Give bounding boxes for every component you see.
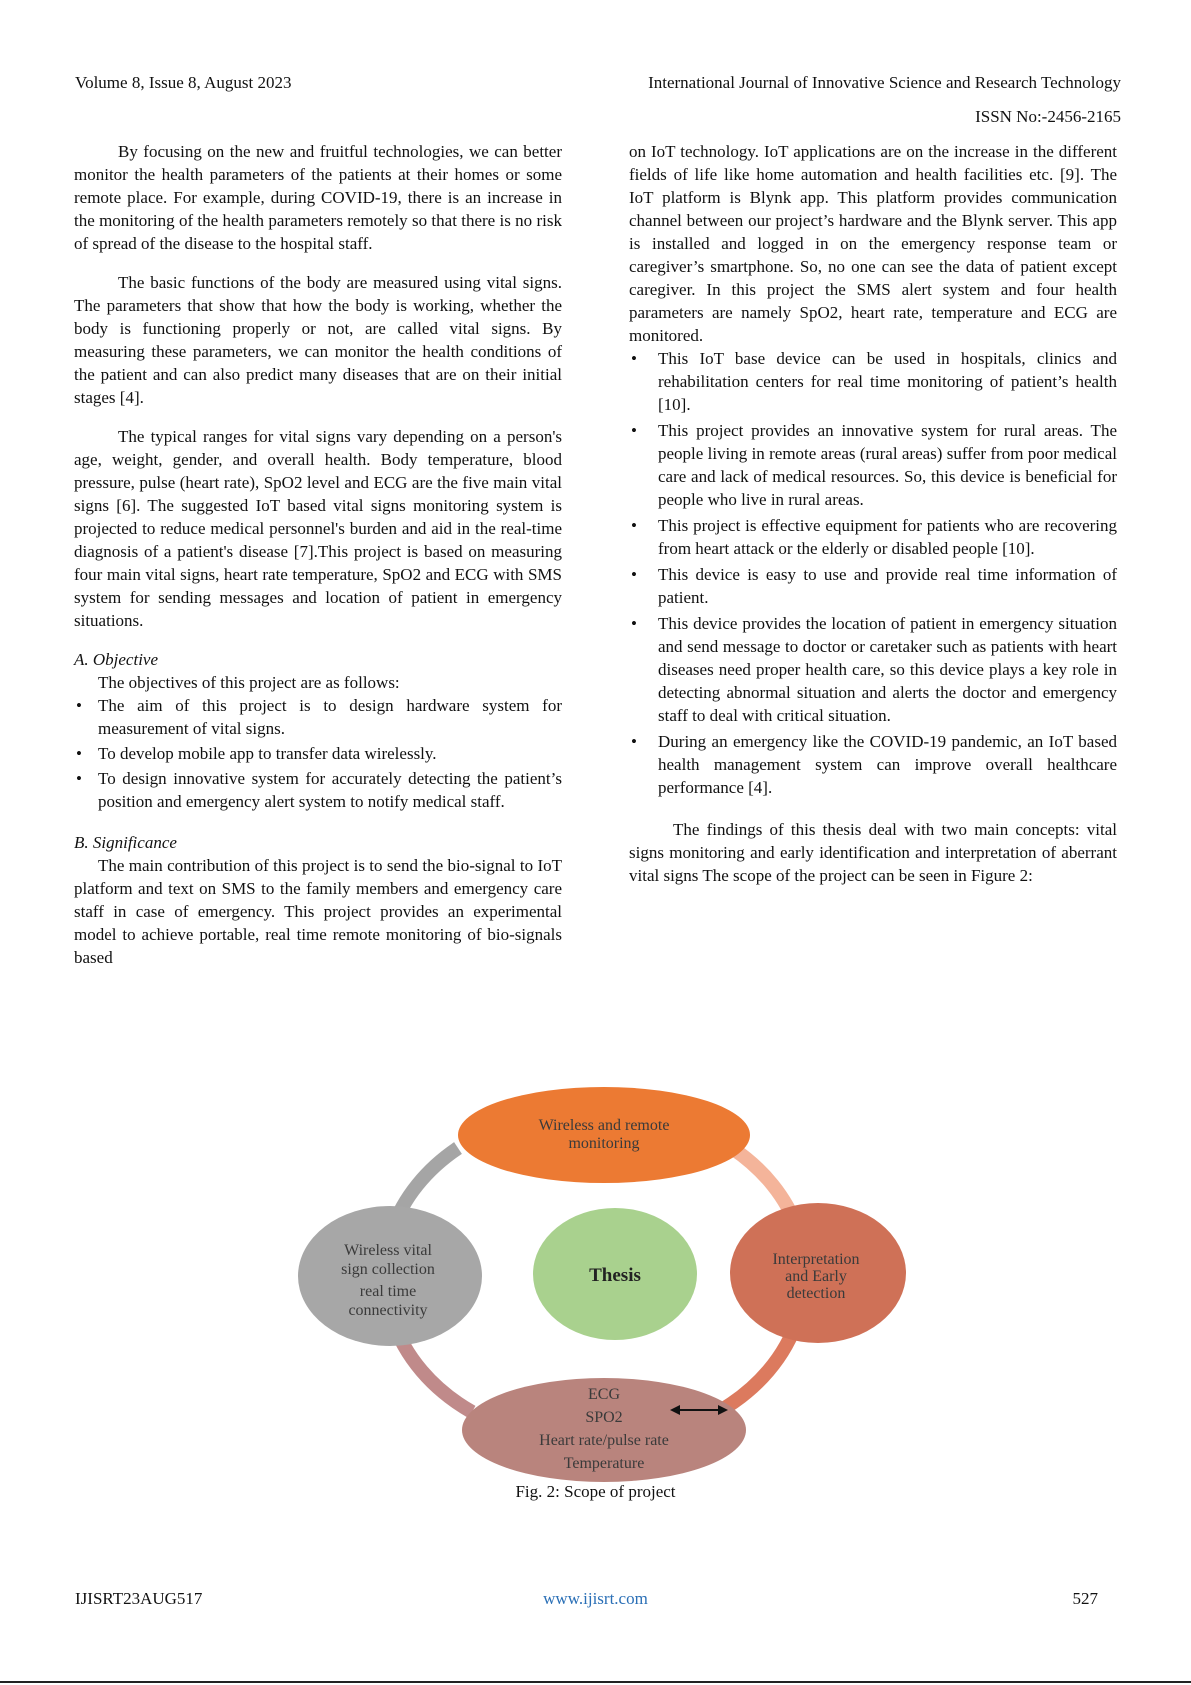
page-bottom-rule (0, 1681, 1191, 1683)
right-column (629, 140, 1117, 887)
top-node-line-2: monitoring (568, 1135, 640, 1152)
paragraph-remote-monitoring: By focusing on the new and fruitful technologies, we can better monitor the health parameters of the patients at their homes or some remote place. For example, during COVID-19, there is an increase in the monitoring of the health parameters remotely so that there is no risk of spread of the disease to the hospital staff. (74, 142, 562, 253)
bullet-icon: • (631, 732, 637, 751)
volume-info: Volume 8, Issue 8, August 2023 (75, 73, 292, 92)
center-node-label: Thesis (589, 1265, 641, 1286)
paragraph-iot-technology: on IoT technology. IoT applications are on the increase in the different fields of life like home automation and health facilities etc. [9]. The IoT platform is Blynk app. This platform provides communication channel between our project’s hardware and the Blynk server. This app is installed and logged in on the emergency response team or caregiver’s smartphone. So, no one can see the data of patient except caregiver. In this project the SMS alert system and four health parameters are namely SpO2, heart rate, temperature and ECG are monitored. (629, 142, 1117, 345)
right-node-line-1: Interpretation (772, 1251, 860, 1268)
left-node-line-1: Wireless vital (344, 1242, 432, 1259)
list-item: • The aim of this project is to design hardware system for measurement of vital signs. (76, 696, 562, 738)
bottom-node-line-3: Heart rate/pulse rate (539, 1432, 669, 1449)
page-number: 527 (1072, 1589, 1098, 1608)
paper-id: IJISRT23AUG517 (75, 1589, 203, 1608)
list-item: • To design innovative system for accurately detecting the patient’s position and emergency alert system to notify medical staff. (76, 769, 562, 811)
left-node-line-4: connectivity (348, 1302, 428, 1319)
list-item: • This project is effective equipment for patients who are recovering from heart attack or the elderly or disabled people [10]. (631, 516, 1117, 558)
list-item: • This project provides an innovative system for rural areas. The people living in remote areas (rural areas) suffer from poor medical care and lack of medical resources. So, this device is beneficial for people who live in rural areas. (631, 421, 1117, 509)
left-node-line-2: sign collection (341, 1261, 435, 1278)
paragraph-vital-signs: The basic functions of the body are measured using vital signs. The parameters that show that how the body is working, whether the body is functioning properly or not, are called vital signs. By measuring these parameters, we can monitor the health conditions of the patient and can also predict many diseases that are on their initial stages [4]. (74, 273, 562, 407)
bullet-icon: • (631, 516, 637, 535)
journal-title: International Journal of Innovative Science and Research Technology (648, 73, 1121, 92)
list-item: • This device is easy to use and provide real time information of patient. (631, 565, 1117, 607)
left-column (74, 140, 562, 969)
bullet-icon: • (76, 769, 82, 788)
benefits-list (629, 347, 1117, 799)
section-heading-significance: B. Significance (74, 833, 177, 852)
list-item: • This IoT base device can be used in hospitals, clinics and rehabilitation centers for real time monitoring of patient’s health [10]. (631, 349, 1117, 414)
left-node-line-3: real time (359, 1283, 417, 1300)
figure-scope-diagram (270, 1078, 920, 1498)
paragraph-findings: The findings of this thesis deal with two main concepts: vital signs monitoring and early identification and interpretation of aberrant vital signs The scope of the project can be seen in Figure 2: (629, 820, 1117, 885)
figure-caption: Fig. 2: Scope of project (515, 1482, 676, 1501)
bullet-icon: • (76, 744, 82, 763)
top-node-line-1: Wireless and remote (538, 1117, 670, 1134)
bullet-icon: • (631, 421, 637, 440)
bullet-icon: • (631, 565, 637, 584)
bottom-node-line-1: ECG (588, 1386, 620, 1403)
bullet-icon: • (76, 696, 82, 715)
bottom-node-line-4: Temperature (563, 1455, 645, 1472)
right-node-line-2: and Early (785, 1268, 847, 1285)
paragraph-significance: The main contribution of this project is to send the bio-signal to IoT platform and text on SMS to the family members and emergency care staff in case of emergency. This project provides an experimental model to achieve portable, real time remote monitoring of bio-signals based (74, 856, 562, 967)
right-node-line-3: detection (786, 1285, 846, 1302)
section-heading-objective: A. Objective (74, 650, 159, 669)
bottom-node-line-2: SPO2 (585, 1409, 623, 1426)
bullet-icon: • (631, 614, 637, 633)
journal-website-link[interactable]: www.ijisrt.com (543, 1589, 648, 1608)
issn: ISSN No:-2456-2165 (975, 107, 1121, 126)
scope-diagram-svg (270, 1078, 920, 1498)
list-item: • This device provides the location of patient in emergency situation and send message to doctor or caretaker such as patients with heart diseases need proper health care, so this device plays a key role in detecting abnormal situation and alerts the doctor and emergency staff to deal with critical situation. (631, 614, 1117, 725)
paragraph-typical-ranges: The typical ranges for vital signs vary depending on a person's age, weight, gender, and overall health. Body temperature, blood pressure, pulse (heart rate), SpO2 level and ECG are the five main vital signs [6]. The suggested IoT based vital signs monitoring system is projected to reduce medical personnel's burden and aid in the real-time diagnosis of a patient's disease [7].This project is based on measuring four main vital signs, heart rate temperature, SpO2 and ECG with SMS system for sending messages and location of patient in emergency situations. (74, 427, 562, 630)
list-item: • During an emergency like the COVID-19 pandemic, an IoT based health management system can improve overall healthcare performance [4]. (631, 732, 1117, 797)
list-item: • To develop mobile app to transfer data wirelessly. (76, 744, 437, 763)
objective-intro: The objectives of this project are as follows: (98, 673, 400, 692)
bullet-icon: • (631, 349, 637, 368)
objective-list (74, 694, 562, 813)
